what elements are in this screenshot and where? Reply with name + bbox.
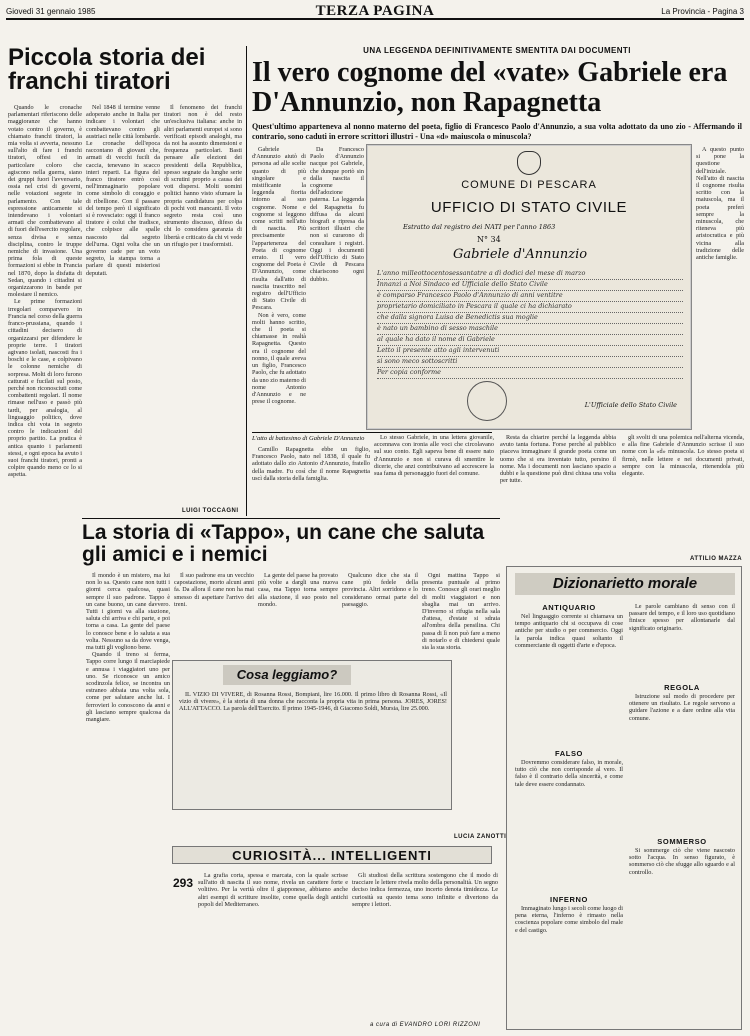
certificate-line: si sono meco sottoscritti <box>377 357 683 368</box>
curiosita-col2: Gli studiosi della scrittura sostengono che il modo di tracciare le lettere rivela molto della personalità. Un segno deciso indica fermezza, uno incerto denota timidezza. Le curiosità su questo tema sono infinite e divertono da sempre i lettori. <box>352 872 498 908</box>
certificate-line: che dalla signora Luisa de Benedictis sua moglie <box>377 313 683 324</box>
certificate-signature: L'Ufficiale dello Stato Civile <box>584 401 677 409</box>
page-masthead <box>6 4 744 20</box>
tappo-col2: Il suo padrone era un vecchio capostazione, morto alcuni anni fa. Da allora il cane non ha mai smesso di aspettare l'arrivo dei treni. <box>174 572 254 608</box>
certificate-line: Letto il presente atto agli intervenuti <box>377 346 683 357</box>
dz-body-inferno: Immaginato lungo i secoli come luogo di pena eterna, l'inferno è rimasto nella coscienza popolare come simbolo del male e del castigo. <box>515 905 623 934</box>
main-subhead: Quest'ultimo apparteneva al nonno materno del poeta, figlio di Francesco Paolo d'Annunzio, a sua volta adottato da uno zio - Affermando il contrario, sono caduti in errore scrittori illustri - Una «d» maiuscola o minuscola? <box>252 122 742 141</box>
curiosita-credit: a cura di EVANDRO LORI RIZZONI <box>370 1022 481 1028</box>
main-signature: ATTILIO MAZZA <box>690 556 743 562</box>
birth-certificate-image <box>366 144 692 430</box>
dz-section-regola: REGOLA <box>664 683 700 692</box>
main-article-col5: A questo punto si pone la questione dell'iniziale. Nell'atto di nascita il cognome risulta scritto con la maiuscola, ma il poeta preferì sempre la minuscola, che riteneva più aristocratica e più vicina alla tradizione delle antiche famiglie. <box>696 146 744 262</box>
crest-icon <box>517 151 541 175</box>
certificate-line: Innanzi a Noi Sindaco ed Ufficiale dello Stato Civile <box>377 280 683 291</box>
left-headline: Piccola storia dei franchi tiratori <box>8 44 206 95</box>
main-article-col1: Gabriele d'Annunzio aiutò di persona ad alle scelte quanto di più singolare e mistificante la leggenda fiorita intorno al suo cognome. Nome e cognome si leggono come scritti nell'atto di nascita. Più precisamente l'appartenenza del Poeta di cognome errato. Il vero cognome del Poeta è D'Annunzio, come risulta dall'atto di nascita trascritto nel registro dell'Ufficio di Stato Civile di Pescara. Non è vero, come molti hanno scritto, che il poeta si chiamasse in realtà Rapagnetta. Questo era il cognome del nonno, il quale aveva un figlio, Francesco Paolo, che fu adottato da uno zio materno di nome Antonio d'Annunzio e ne prese il cognome. <box>252 146 306 406</box>
left-article-col3: Il fenomeno dei franchi tiratori non è del resto un'esclusiva italiana: anche in altri parlamenti europei si sono verificati episodi analoghi, ma da noi ha assunto dimensioni e frequenza particolari. Basti pensare alle elezioni dei presidenti della Repubblica, spesso segnate da lunghe serie di scrutini proprio a causa dei voti dispersi. Molti uomini politici hanno visto sfumare la propria candidatura per colpa di pochi voti mancanti. Il voto segreto resta così uno strumento discusso, difeso da chi lo considera garanzia di libertà e criticato da chi vi vede un rifugio per i trasformisti. <box>164 104 242 248</box>
tappo-col1: Il mondo è un mistero, ma lui non lo sa. Questo cane non tutti i giorni cerca qualcosa, quasi sempre il suo padrone. Tappo è un cane buono, un cane davvero. Tutti i giorni va alla stazione, saluta chi arriva e chi parte, e poi torna a casa. La gente del paese lo conosce bene e lo saluta a sua volta. Nessuno sa da dove venga, ma tutti gli vogliono bene. Quando il treno si ferma, Tappo corre lungo il marciapiede e annusa i viaggiatori uno per uno. Se riconosce un amico scodinzola felice, se incontra un estraneo abbaia una volta sola, come per salutare anche lui. I ferrovieri lo conoscono da anni e gli lasciano sempre qualcosa da mangiare. <box>86 572 170 724</box>
dz-body-antiquario: Nel linguaggio corrente si chiamava un tempo antiquario chi si occupava di cose antiche per studio o per commercio. Oggi la parola indica quasi soltanto il commerciante di oggetti d'arte e d'epoca. <box>515 613 623 649</box>
section-title: TERZA PAGINA <box>315 3 435 19</box>
issue-date: Giovedì 31 gennaio 1985 <box>6 7 96 16</box>
curiosita-headline: CURIOSITÀ... INTELLIGENTI <box>172 846 492 864</box>
tappo-col5: Ogni mattina Tappo si presenta puntuale al primo treno. Conosce gli orari meglio di molti viaggiatori e non sbaglia mai un arrivo. D'inverno si rifugia nella sala d'attesa, d'estate si sdraia all'ombra della pensilina. Chi passa di lì non può fare a meno di notarlo e di chiedersi quale sia la sua storia. <box>422 572 500 652</box>
left-article-col1: Quando le cronache parlamentari riferiscono delle maggioranze che hanno votato contro il governo, è chiamato franchi tiratori, la mia volta si avverta, nessuno sull'alto di fare i franchi tiratori, offesi ed in particolare coloro che agiscono nella guerra, siano dei gruppi fuori l'avversario, ossia nel crisi di governi, nelle votazioni segrete in parlamento. Con tale espressione anticamente si intendevano i volontari armati che combattevano al di fuori dell'esercito regolare, senza divisa e senza disciplina, contro le truppe nemiche di invasione. Una prima fola di queste formazioni si ebbe in Francia nel 1870, dopo la disfatta di Sedan, quando i cittadini si organizzarono in bande per molestare il nemico. Le prime formazioni irregolari comparvero in Francia nel corso della guerra franco-prussiana, quando i cittadini decisero di organizzarsi per difendere le proprie terre. I tiratori agivano isolati, nascosti fra i boschi e le case, e colpivano le colonne nemiche di sorpresa. Molti di loro furono catturati e fucilati sul posto, perché non riconosciuti come combattenti regolari. Il nome rimase nell'uso e passò più tardi, per analogia, al linguaggio politico, dove indica chi vota in segreto contro le indicazioni del proprio partito. La pratica è antica quanto i parlamenti stessi, e ogni epoca ha avuto i suoi franchi tiratori, pronti a colpire quando meno ce lo si aspetta. <box>8 104 82 479</box>
dz-intro-right: Le parole cambiano di senso con il passare del tempo, e il loro uso quotidiano finisce spesso per allontanarle dal significato originario. <box>629 603 735 632</box>
column-rule <box>246 46 247 516</box>
curiosita-col1: La grafia corta, spessa e marcata, con la quale scrisse sull'atto di nascita il suo nome, rivela un carattere forte e volitivo. Per la verità oltre il giapponese, abbiamo anche altri esempi di scritture insolite, come quella degli antichi popoli del Mediterraneo. <box>198 872 348 908</box>
certificate-line: Per copia conforme <box>377 368 683 379</box>
cosa-leggiamo-title: Cosa leggiamo? <box>223 665 351 685</box>
dz-section-sommerso: SOMMERSO <box>657 837 707 846</box>
dz-body-falso: Dovremmo considerare falso, in morale, tutto ciò che non corrisponde al vero. Il falso è il contrario della sincerità, e come tale deve essere condannato. <box>515 759 623 788</box>
certificate-comune: COMUNE DI PESCARA <box>461 179 597 191</box>
paper-page: La Provincia - Pagina 3 <box>661 7 744 16</box>
certificate-line: è nato un bambino di sesso maschile <box>377 324 683 335</box>
curiosita-number: 293 <box>173 876 194 890</box>
seal-icon <box>467 381 507 421</box>
cosa-leggiamo-box <box>172 660 452 810</box>
certificate-extract: Estratto dal registro dei NATI per l'anno 1863 <box>403 223 556 231</box>
main-article-col7: gli svolti di una polemica nell'alterna vicenda, e alla fine Gabriele d'Annunzio scrisse il suo nome con la «d» minuscola. Lo stesso poeta si firmò, nelle lettere e nei documenti privati, sempre con la minuscola, ritenendola più elegante. <box>622 434 744 478</box>
dz-section-inferno: INFERNO <box>550 895 588 904</box>
dizionarietto-box <box>506 566 742 1030</box>
cosa-leggiamo-body: IL VIZIO DI VIVERE, di Rosanna Rossi, Bompiani, lire 16.000. Il primo libro di Rosanna Rossi, «Il vizio di vivere», è la storia di una donna che racconta la propria vita in prima persona. JORES, JORES! ALL'ATTACCO. La parola dell'Esercito. Il primo 1945-1946, di Giacomo Soldi, Mursia, lire 25.000. <box>179 691 447 713</box>
dz-section-falso: FALSO <box>554 749 583 758</box>
main-kicker: UNA LEGGENDA DEFINITIVAMENTE SMENTITA DAI DOCUMENTI <box>363 46 631 55</box>
tappo-headline: La storia di «Tappo», un cane che saluta gli amici e i nemici <box>82 521 485 566</box>
main-article-col4: Lo stesso Gabriele, in una lettera giovanile, accennava con ironia alle voci che circolavano sul suo conto. Egli sapeva bene di essere nato d'Annunzio e non si curava di smentire le dicerie, che anzi contribuivano ad accrescere la sua fama di personaggio fuori del comune. <box>374 434 494 478</box>
main-article-col3: Camillo Rapagnetta ebbe un figlio, Francesco Paolo, nato nel 1838, il quale fu adottato dallo zio Antonio d'Annunzio, fratello della madre. Fu così che il nome Rapagnetta uscì dalla storia della famiglia. <box>252 446 370 482</box>
certificate-number: N° 34 <box>477 235 501 244</box>
certificate-name: Gabriele d'Annunzio <box>453 247 588 262</box>
main-article-col2: Da Francesco Paolo d'Annunzio nacque poi Gabriele, che dunque portò sin dalla nascita il cognome dell'adozione paterna. La leggenda del Rapagnetta fu diffusa da alcuni biografi e ripresa da scrittori illustri che non si curarono di consultare i registri. Oggi i documenti dell'Ufficio di Stato Civile di Pescara chiariscono ogni dubbio. <box>310 146 364 283</box>
tappo-col4: Qualcuno dice che sia il cane più fedele della provincia. Altri sorridono e lo considerano ormai parte del paesaggio. <box>342 572 418 608</box>
certificate-line: al quale ha dato il nome di Gabriele <box>377 335 683 346</box>
dz-body-regola: Istruzione sul modo di procedere per ottenere un risultato. Le regole servono a guidare l'azione e a dare ordine alla vita comune. <box>629 693 735 722</box>
dizionarietto-title: Dizionarietto morale <box>515 573 735 595</box>
certificate-line: è comparso Francesco Paolo d'Annunzio di anni ventitre <box>377 291 683 302</box>
dz-body-sommerso: Si sommerge ciò che viene nascosto sotto l'acqua. In senso figurato, è sommerso ciò che sfugge allo sguardo e al controllo. <box>629 847 735 876</box>
tappo-col3: La gente del paese ha provato più volte a dargli una nuova casa, ma Tappo torna sempre alla stazione, il suo posto nel mondo. <box>258 572 338 608</box>
left-signature: LUIGI TOCCAGNI <box>182 508 239 514</box>
certificate-line: L'anno milleottocentosessantatre a dì dodici del mese di marzo <box>377 269 683 280</box>
left-article-col2: Nel 1848 il termine venne adoperato anche in Italia per indicare i volontari che combattevano contro gli austriaci nelle città lombarde. Le cronache dell'epoca raccontano di giovani che, armati di vecchi fucili da caccia, tenevano in scacco interi reparti. La figura del franco tiratore entrò così nell'immaginario popolare come simbolo di coraggio e di ribellione. Con il passare del tempo però il significato si è rovesciato: oggi il franco tiratore è colui che tradisce, che colpisce alle spalle nascosto dal segreto dell'urna. Ogni volta che un governo cade per un voto segreto, la stampa torna a parlare di questi misteriosi deputati. <box>86 104 160 277</box>
certificate-line: proprietario domiciliato in Pescara il quale ci ha dichiarato <box>377 302 683 313</box>
main-headline: Il vero cognome del «vate» Gabriele era D'Annunzio, non Rapagnetta <box>252 57 728 118</box>
certificate-office: UFFICIO DI STATO CIVILE <box>430 199 628 216</box>
certificate-lines <box>377 269 683 419</box>
certificate-caption: L'atto di battesimo di Gabriele D'Annunzio <box>252 432 492 442</box>
tappo-signature: LUCIA ZANOTTI <box>454 834 507 840</box>
main-article-col6: Resta da chiarire perché la leggenda abbia avuto tanta fortuna. Forse perché al pubblico piaceva immaginare il grande poeta come un uomo che si era inventato tutto, persino il nome. Ma i documenti non lasciano spazio a dubbi e la questione può dirsi chiusa una volta per tutte. <box>500 434 616 485</box>
section-rule <box>82 518 500 519</box>
dz-section-antiquario: ANTIQUARIO <box>542 603 596 612</box>
